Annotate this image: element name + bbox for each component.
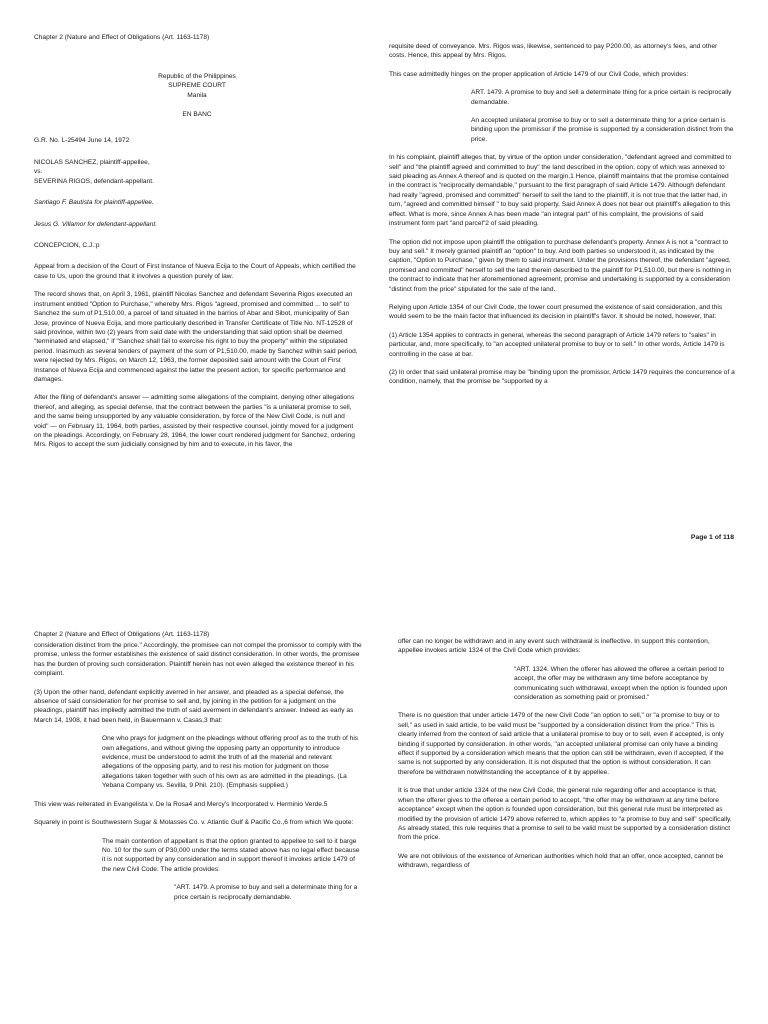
paragraph: Appeal from a decision of the Court of First Instance of Nueva Ecija to the Court of Appeals, which certified the case to Us, upon the ground that it involves a question purely of law. [34, 263, 356, 280]
right-column [398, 637, 734, 880]
page-number: Page 1 of 118 [690, 534, 734, 541]
court-line: Manila [187, 91, 207, 99]
ponente: CONCEPCION, C.J.:p [34, 242, 100, 250]
quoted-passage: One who prays for judgment on the pleadings without offering proof as to the truth of his own allegations, and without giving the opposing party an opportunity to introduce evidence, must be understood to admit the truth of all the material and relevant allegations of the opposing party, and to rest his motion for judgment on those allegations taken together with such of his own as are admitted in the pleadings. (La Yebana Company vs. Sevilla, 9 Phil. 210). (Emphasis supplied.) [102, 735, 359, 790]
paragraph: The record shows that, on April 3, 1961, plaintiff Nicolas Sanchez and defendant Severina Rigos executed an instrument entitled "Option to Purchase," whereby Mrs. Rigos "agreed, promised and committed ... to sell" to Sanchez the sum of P1,510.00, a parcel of land situated in the barrios of Abar and Sibot, municipality of San Jose, province of Nueva Ecija, and more particularly described in Transfer Certificate of Title No. NT-12528 of said province, within two (2) years from said date with the understanding that said option shall be deemed "terminated and elapsed," if "Sanchez shall fail to exercise his right to buy the property" within the stipulated period. Inasmuch as several tenders of payment of the sum of P1,510.00, made by Sanchez within said period, were rejected by Mrs. Rigos, on March 12, 1963, the former deposited said amount with the Court of First Instance of Nueva Ecija and commenced against the latter the present action, for specific performance and damages. [34, 291, 358, 383]
paragraph: (3) Upon the other hand, defendant explicitly averred in her answer, and pleaded as a special defense, the absence of said consideration for her promise to sell and, by joining in the petition for a judgment on the pleadings, plaintiff has impliedly admitted the truth of said averment in defendant's answer. Indeed as early as March 14, 1908, it had been held, in Bauermann v. Casas,3 that: [34, 688, 354, 724]
quoted-passage: The main contention of appellant is that the option granted to appellee to sell to it barge No. 10 for the sum of P30,000 under the terms stated above has no legal effect because it is not supported by any consideration and in support thereof it invokes article 1479 of the new Civil Code. The article provides: [102, 837, 360, 873]
quoted-article: An accepted unilateral promise to buy or to sell a determinate thing for a price certain is binding upon the promissor if the promise is supported by a consideration distinct from the price. [471, 117, 734, 143]
paragraph: The option did not impose upon plaintiff the obligation to purchase defendant's property. Annex A is not a "contract to buy and sell." It merely granted plaintiff an "option" to buy. And both parties so understood it, as indicated by the caption, "Option to Purchase," given by them to said instrument. Under the provisions thereof, the defendant "agreed, promised and committed" herself to sell the land therein described to the plaintiff for P1,510.00, but there is nothing in the contract to indicate that her aforementioned agreement, promise and undertaking is supported by a consideration "distinct from the price" stipulated for the sale of the land. [389, 238, 731, 293]
paragraph: After the filing of defendant's answer — admitting some allegations of the complaint, denying other allegations thereof, and alleging, as special defense, that the contract between the parties "is a unilateral promise to sell, and the same being unsupported by any valuable consideration, by force of the New Civil Code, is null and void" — on February 11, 1964, both parties, assisted by their respective counsel, jointly moved for a judgment on the pleadings. Accordingly, on February 28, 1964, the lower court rendered judgment for Sanchez, ordering Mrs. Rigos to accept the sum judicially consigned by him and to execute, in his favor, the [34, 394, 355, 449]
paragraph: In his complaint, plaintiff alleges that, by virtue of the option under consideration, "defendant agreed and committed to sell" and "the plaintiff agreed and committed to buy" the land described in the option, copy of which was annexed to said pleading as Annex A thereof and is quoted on the margin.1 Hence, plaintiff maintains that the promise contained in the contract is "reciprocally demandable," pursuant to the first paragraph of said Article 1479. Although defendant had really "agreed, promised and committed" herself to sell the land to the plaintiff, it is not true that the latter had, in turn, "agreed and committed himself " to buy said property. Said Annex A does not bear out plaintiff's allegation to this effect. What is more, since Annex A has been made "an integral part" of his complaint, the provisions of said instrument form part "and parcel"2 of said pleading. [389, 154, 732, 228]
court-line: SUPREME COURT [168, 82, 226, 90]
paragraph: We are not oblivious of the existence of American authorities which hold that an offer, once accepted, cannot be withdrawn, regardless of [398, 852, 724, 870]
paragraph: (2) In order that said unilateral promise may be "binding upon the promissor, Article 1479 requires the concurrence of a condition, namely, that the promise be "supported by a [389, 368, 735, 386]
paragraph: There is no question that under article 1479 of the new Civil Code "an option to sell," or "a promise to buy or to sell," as used in said article, to be valid must be "supported by a consideration distinct from the price." This is clearly inferred from the context of said article that a unilateral promise to buy or to sell, even if accepted, is only binding if supported by consideration. In other words, "an accepted unilateral promise can only have a binding effect if supported by a consideration which means that the option can still be withdrawn, even if accepted, if the same is not supported by any consideration. It is not disputed that the option is without consideration. It can therefore be withdrawn notwithstanding the acceptance of it by appellee. [398, 712, 724, 776]
party-appellee: NICOLAS SANCHEZ, plaintiff-appellee, [34, 159, 150, 167]
paragraph: Squarely in point is Southwestern Sugar & Molasses Co. v. Atlantic Gulf & Pacific Co.,6 from which We quote: [34, 819, 354, 827]
page-header: Chapter 2 (Nature and Effect of Obligations (Art. 1163-1178) [34, 34, 210, 41]
page-header: Chapter 2 (Nature and Effect of Obligations (Art. 1163-1178) [34, 631, 210, 638]
versus: vs. [34, 168, 43, 176]
paragraph: (1) Article 1354 applies to contracts in general, whereas the second paragraph of Article 1479 refers to "sales" in particular, and, more specifically, to "an accepted unilateral promise to buy or to sell." In other words, Article 1479 is controlling in the case at bar. [389, 331, 725, 358]
quoted-article: "ART. 1324. When the offerer has allowed the offeree a certain period to accept, the offer may be withdrawn any time before acceptance by communicating such withdrawal, except when the option is founded upon consideration as something paid or promised." [514, 665, 728, 702]
right-column [389, 42, 735, 396]
en-banc: EN BANC [182, 111, 212, 119]
paragraph: This case admittedly hinges on the proper application of Article 1479 of our Civil Code, which provides: [389, 70, 689, 78]
party-appellant: SEVERINA RIGOS, defendant-appellant. [34, 177, 154, 185]
document-page-2 [0, 612, 768, 1024]
paragraph: requisite deed of conveyance. Mrs. Rigos was, likewise, sentenced to pay P200.00, as attorney's fees, and other costs. Hence, this appeal by Mrs. Rigos. [389, 43, 718, 60]
paragraph: This view was reiterated in Evangelista v. De la Rosa4 and Mercy's Incorporated v. Herminio Verde.5 [34, 800, 328, 808]
paragraph: It is true that under article 1324 of the new Civil Code, the general rule regarding offer and acceptance is that, when the offerer gives to the offeree a certain period to accept, "the offer may be withdrawn at any time before acceptance" except when the option is founded upon consideration, but this general rule must be interpreted as modified by the provision of article 1479 above referred to, which applies to "a promise to buy and sell" specifically. As already stated, this rule requires that a promise to sell to be valid must be supported by a consideration distinct from the price. [398, 787, 732, 842]
quoted-article: ART. 1479. A promise to buy and sell a determinate thing for a price certain is reciprocally demandable. [471, 89, 732, 106]
left-column [34, 72, 360, 459]
court-line: Republic of the Philippines [158, 73, 236, 80]
paragraph: offer can no longer be withdrawn and in any event such withdrawal is ineffective. In support this contention, appellee invokes article 1324 of the Civil Code which provides: [398, 638, 710, 655]
page-separator [0, 578, 768, 612]
counsel-appellant: Jesus G. Villamor for defendant-appellant. [34, 220, 158, 228]
paragraph: consideration distinct from the price." Accordingly, the promisee can not compel the promissor to comply with the promise, unless the former establishes the existence of said distinct consideration. In other words, the promisee has the burden of proving such consideration. Plaintiff herein has not even alleged the existence thereof in his complaint. [34, 642, 362, 678]
counsel-appellee: Santiago F. Bautista for plaintiff-appellee. [34, 199, 154, 207]
paragraph: Relying upon Article 1354 of our Civil Code, the lower court presumed the existence of said consideration, and this would seem to be the main factor that influenced its decision in plaintiff's favor. It should be noted, however, that: [389, 303, 723, 321]
case-number: G.R. No. L-25494 June 14, 1972 [34, 136, 130, 144]
left-column [34, 641, 362, 911]
quoted-article: "ART. 1479. A promise to buy and sell a determinate thing for a price certain is reciprocally demandable. [174, 884, 358, 901]
